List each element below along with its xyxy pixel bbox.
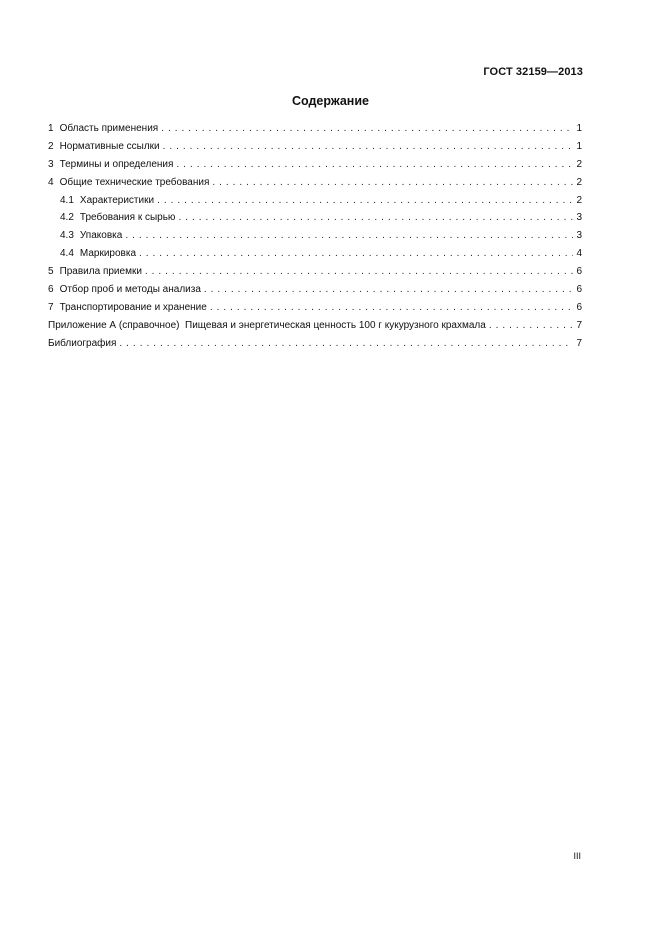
toc-item-4-2[interactable] [48, 209, 582, 227]
toc-leader-dots [119, 335, 573, 353]
toc-leader-dots [210, 299, 573, 317]
toc-leader-dots [161, 120, 573, 138]
toc-item-text: Область применения [59, 123, 159, 134]
toc-item-number: 4.3 [60, 230, 74, 242]
toc-item-label [60, 227, 122, 245]
toc-item-text: Требования к сырью [79, 212, 176, 224]
document-code: ГОСТ 32159—2013 [483, 66, 583, 78]
toc-item-text: Нормативные ссылки [59, 140, 160, 152]
toc-item-label [48, 156, 173, 174]
toc-leader-dots [178, 209, 573, 227]
toc-item-page: 7 [576, 319, 582, 331]
toc-item-label [48, 174, 209, 192]
toc-item-page: 1 [576, 123, 582, 134]
toc-item-page: 2 [576, 176, 582, 188]
page-number: III [573, 851, 581, 861]
toc-item-4[interactable] [48, 174, 582, 192]
toc-item-label [48, 281, 201, 299]
toc-leader-dots [176, 156, 573, 174]
toc-leader-dots [125, 227, 573, 245]
toc-item-page: 6 [576, 301, 582, 313]
toc-leader-dots [163, 138, 573, 156]
toc-leader-dots [212, 174, 573, 192]
toc-item-bibliography[interactable] [48, 335, 582, 353]
toc-item-2[interactable] [48, 138, 582, 156]
toc-item-page: 2 [576, 158, 582, 170]
toc-item-label [48, 138, 160, 156]
toc-item-page: 3 [576, 230, 582, 242]
toc-leader-dots [157, 192, 573, 210]
toc-item-label [48, 263, 142, 281]
toc-leader-dots [145, 263, 573, 281]
table-of-contents [48, 120, 582, 353]
toc-leader-dots [204, 281, 573, 299]
toc-item-label [48, 317, 486, 335]
toc-title: Содержание [291, 94, 369, 108]
toc-item-label [48, 120, 158, 138]
toc-item-page: 1 [576, 140, 582, 152]
toc-item-text: Приложение А (справочное) Пищевая и энергетическая ценность 100 г кукурузного крахмала [48, 319, 486, 331]
toc-item-3[interactable] [48, 156, 582, 174]
toc-item-number: 4.2 [60, 212, 74, 224]
toc-item-page: 3 [576, 212, 582, 224]
toc-item-label [60, 245, 136, 263]
toc-item-page: 6 [576, 266, 582, 278]
toc-item-number: 6 [48, 284, 54, 296]
toc-item-5[interactable] [48, 263, 582, 281]
toc-item-label [48, 335, 116, 353]
toc-item-text: Маркировка [79, 248, 137, 260]
toc-item-page: 2 [576, 194, 582, 206]
toc-item-number: 4 [48, 176, 54, 188]
toc-item-number: 1 [48, 123, 54, 134]
toc-item-label [60, 209, 175, 227]
toc-item-text: Транспортирование и хранение [59, 301, 207, 313]
toc-item-number: 7 [48, 301, 54, 313]
toc-item-1[interactable] [48, 120, 582, 138]
toc-leader-dots [139, 245, 573, 263]
toc-item-text: Упаковка [79, 230, 123, 242]
toc-item-number: 4.1 [60, 194, 74, 206]
toc-item-7[interactable] [48, 299, 582, 317]
toc-item-text: Библиография [48, 337, 117, 349]
toc-item-4-1[interactable] [48, 192, 582, 210]
toc-item-page: 7 [576, 337, 582, 349]
toc-item-label [48, 299, 207, 317]
toc-item-number: 3 [48, 158, 54, 170]
toc-item-label [60, 192, 154, 210]
toc-item-text: Характеристики [79, 194, 155, 206]
toc-item-4-3[interactable] [48, 227, 582, 245]
toc-item-page: 6 [576, 284, 582, 296]
toc-item-6[interactable] [48, 281, 582, 299]
toc-item-number: 5 [48, 266, 54, 278]
toc-item-text: Общие технические требования [59, 176, 210, 188]
toc-item-text: Правила приемки [59, 266, 142, 278]
toc-item-page: 4 [576, 248, 582, 260]
toc-item-text: Термины и определения [59, 158, 174, 170]
toc-item-text: Отбор проб и методы анализа [59, 284, 201, 296]
toc-item-4-4[interactable] [48, 245, 582, 263]
toc-item-number: 2 [48, 140, 54, 152]
toc-leader-dots [489, 317, 573, 335]
toc-item-appendix-a[interactable] [48, 317, 582, 335]
toc-item-number: 4.4 [60, 248, 74, 260]
